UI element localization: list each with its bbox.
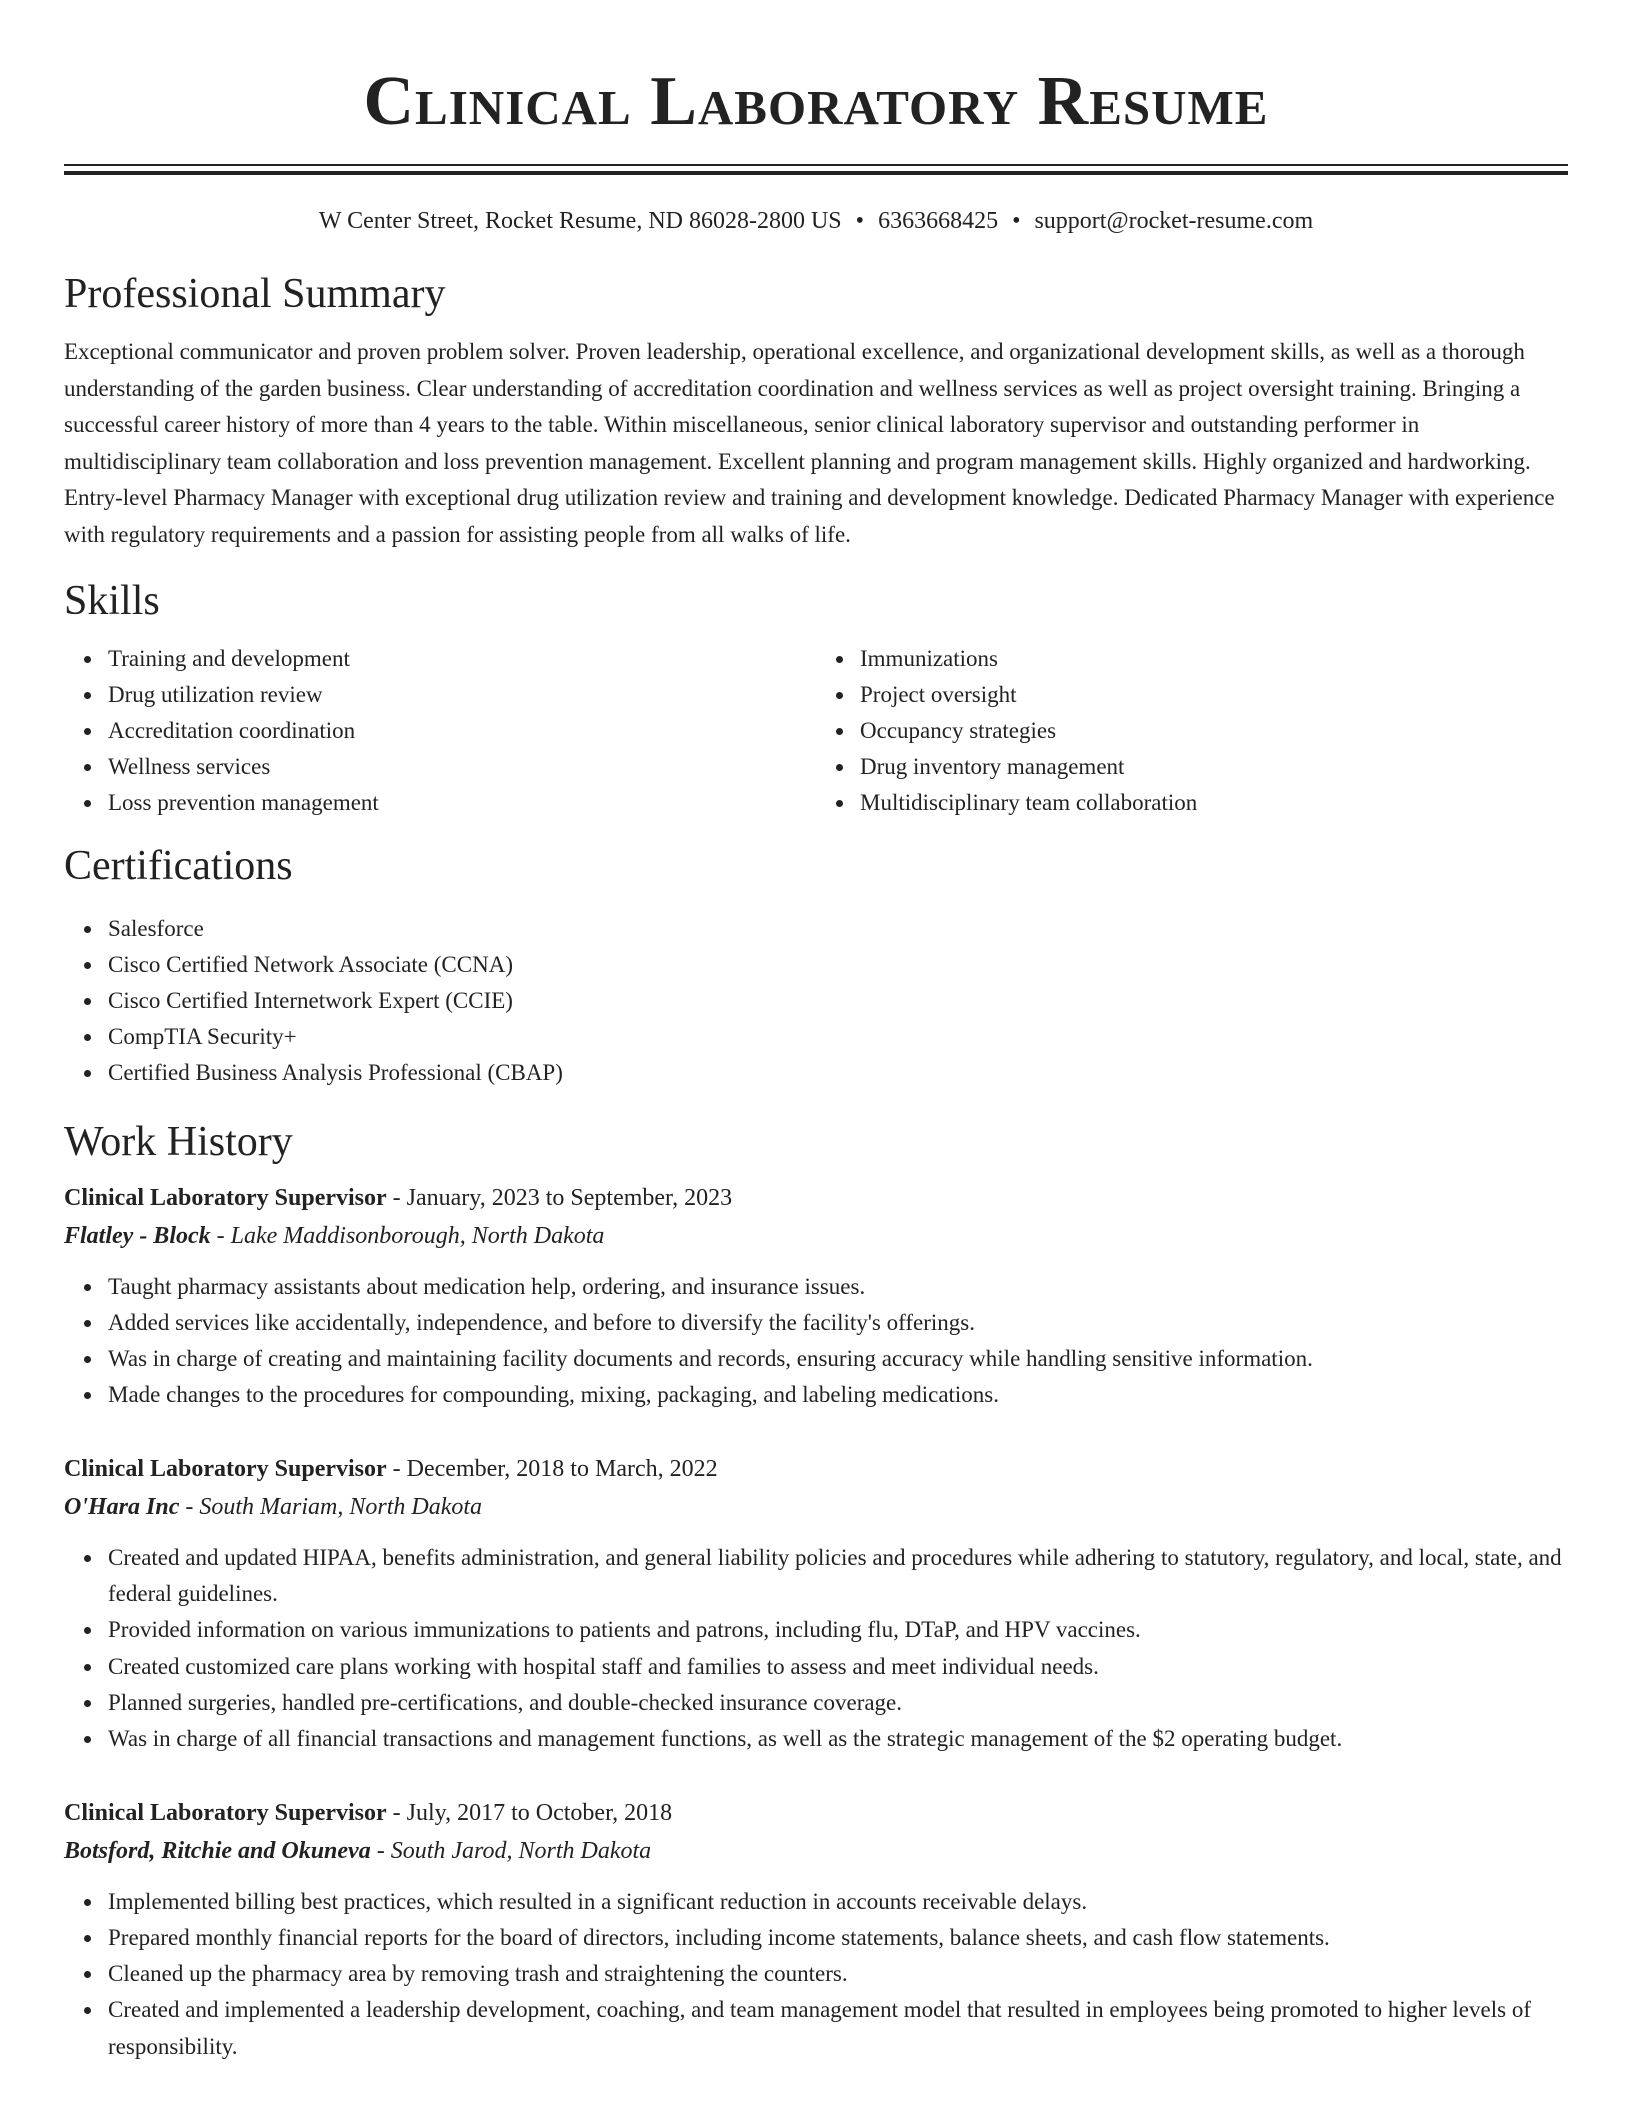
skills-list-right — [816, 641, 1568, 821]
certification-item: CompTIA Security+ — [108, 1019, 1568, 1055]
job-company: O'Hara Inc — [64, 1493, 180, 1520]
job-title: Clinical Laboratory Supervisor — [64, 1799, 387, 1826]
job-duty: Created customized care plans working with hospital staff and families to assess and meet individual needs. — [108, 1649, 1568, 1685]
skills-list-left — [64, 641, 816, 821]
skills-columns — [64, 641, 1568, 821]
skill-item: Drug utilization review — [108, 677, 816, 713]
contact-separator: • — [855, 208, 865, 234]
job-entry — [64, 1179, 1568, 1414]
job-company: Botsford, Ritchie and Okuneva — [64, 1837, 371, 1864]
job-dates: - December, 2018 to March, 2022 — [386, 1455, 718, 1482]
job-employer — [64, 1488, 1568, 1526]
job-location: - South Jarod, North Dakota — [370, 1837, 652, 1864]
job-duty: Created and updated HIPAA, benefits administration, and general liability policies and procedures while adhering to statutory, regulatory, and local, state, and federal guidelines. — [108, 1540, 1568, 1613]
job-entry — [64, 1450, 1568, 1758]
job-entry — [64, 1794, 1568, 2065]
job-employer — [64, 1832, 1568, 1870]
job-duty: Provided information on various immunizations to patients and patrons, including flu, DTaP, and HPV vaccines. — [108, 1612, 1568, 1648]
certification-item: Cisco Certified Internetwork Expert (CCIE) — [108, 983, 1568, 1019]
title-divider-thin — [64, 164, 1568, 166]
job-location: - South Mariam, North Dakota — [179, 1493, 483, 1520]
job-title: Clinical Laboratory Supervisor — [64, 1455, 387, 1482]
job-dates: - January, 2023 to September, 2023 — [386, 1184, 733, 1211]
skill-item: Multidisciplinary team collaboration — [860, 785, 1568, 821]
contact-separator: • — [1012, 208, 1021, 234]
contact-line — [64, 205, 1568, 237]
skill-item: Accreditation coordination — [108, 713, 816, 749]
job-duties — [64, 1540, 1568, 1758]
job-duties — [64, 1269, 1568, 1414]
certifications-heading: Certifications — [64, 842, 293, 889]
job-duty: Made changes to the procedures for compounding, mixing, packaging, and labeling medications. — [108, 1377, 1568, 1413]
job-duty: Was in charge of all financial transactions and management functions, as well as the strategic management of the $2 operating budget. — [108, 1721, 1568, 1757]
skill-item: Loss prevention management — [108, 785, 816, 821]
job-duty: Added services like accidentally, independence, and before to diversify the facility's offerings. — [108, 1305, 1568, 1341]
certification-item: Cisco Certified Network Associate (CCNA) — [108, 947, 1568, 983]
job-location: - Lake Maddisonborough, North Dakota — [210, 1222, 605, 1249]
job-duties — [64, 1884, 1568, 2065]
contact-address: W Center Street, Rocket Resume, ND 86028-2800 US — [318, 208, 842, 234]
job-company: Flatley - Block — [64, 1222, 211, 1249]
job-duty: Created and implemented a leadership development, coaching, and team management model that resulted in employees being promoted to higher levels of responsibility. — [108, 1992, 1568, 2065]
contact-phone: 6363668425 — [878, 208, 999, 234]
skill-item: Occupancy strategies — [860, 713, 1568, 749]
job-title: Clinical Laboratory Supervisor — [64, 1184, 387, 1211]
job-duty: Implemented billing best practices, which resulted in a significant reduction in accounts receivable delays. — [108, 1884, 1568, 1920]
job-duty: Planned surgeries, handled pre-certifications, and double-checked insurance coverage. — [108, 1685, 1568, 1721]
skill-item: Project oversight — [860, 677, 1568, 713]
contact-email: support@rocket-resume.com — [1034, 208, 1314, 234]
work-history-heading: Work History — [64, 1118, 293, 1165]
job-duty: Was in charge of creating and maintaining facility documents and records, ensuring accuracy while handling sensitive information. — [108, 1341, 1568, 1377]
job-duty: Prepared monthly financial reports for the board of directors, including income statements, balance sheets, and cash flow statements. — [108, 1920, 1568, 1956]
resume-title: Clinical Laboratory Resume — [363, 63, 1269, 140]
certification-item: Salesforce — [108, 911, 1568, 947]
skill-item: Drug inventory management — [860, 749, 1568, 785]
resume-page — [64, 0, 1568, 2065]
job-employer — [64, 1217, 1568, 1255]
job-header — [64, 1450, 1568, 1488]
summary-text: Exceptional communicator and proven problem solver. Proven leadership, operational excellence, and organizational development skills, as well as a thorough understanding of the garden business. Clear understanding of accreditation coordination and wellness services as well as project oversight training. Bringing a successful career history of more than 4 years to the table. Within miscellaneous, senior clinical laboratory supervisor and outstanding performer in multidisciplinary team collaboration and loss prevention management. Excellent planning and program management skills. Highly organized and hardworking. Entry-level Pharmacy Manager with exceptional drug utilization review and training and development knowledge. Dedicated Pharmacy Manager with experience with regulatory requirements and a passion for assisting people from all walks of life. — [64, 339, 1555, 547]
job-dates: - July, 2017 to October, 2018 — [386, 1799, 673, 1826]
skills-heading: Skills — [64, 577, 160, 624]
job-header — [64, 1179, 1568, 1217]
skill-item: Training and development — [108, 641, 816, 677]
skill-item: Wellness services — [108, 749, 816, 785]
summary-heading: Professional Summary — [64, 271, 446, 317]
job-duty: Taught pharmacy assistants about medication help, ordering, and insurance issues. — [108, 1269, 1568, 1305]
certifications-list — [64, 911, 1568, 1091]
certification-item: Certified Business Analysis Professional (CBAP) — [108, 1055, 1568, 1091]
job-header — [64, 1794, 1568, 1832]
skill-item: Immunizations — [860, 641, 1568, 677]
title-divider-thick — [64, 171, 1568, 175]
job-duty: Cleaned up the pharmacy area by removing trash and straightening the counters. — [108, 1956, 1568, 1992]
